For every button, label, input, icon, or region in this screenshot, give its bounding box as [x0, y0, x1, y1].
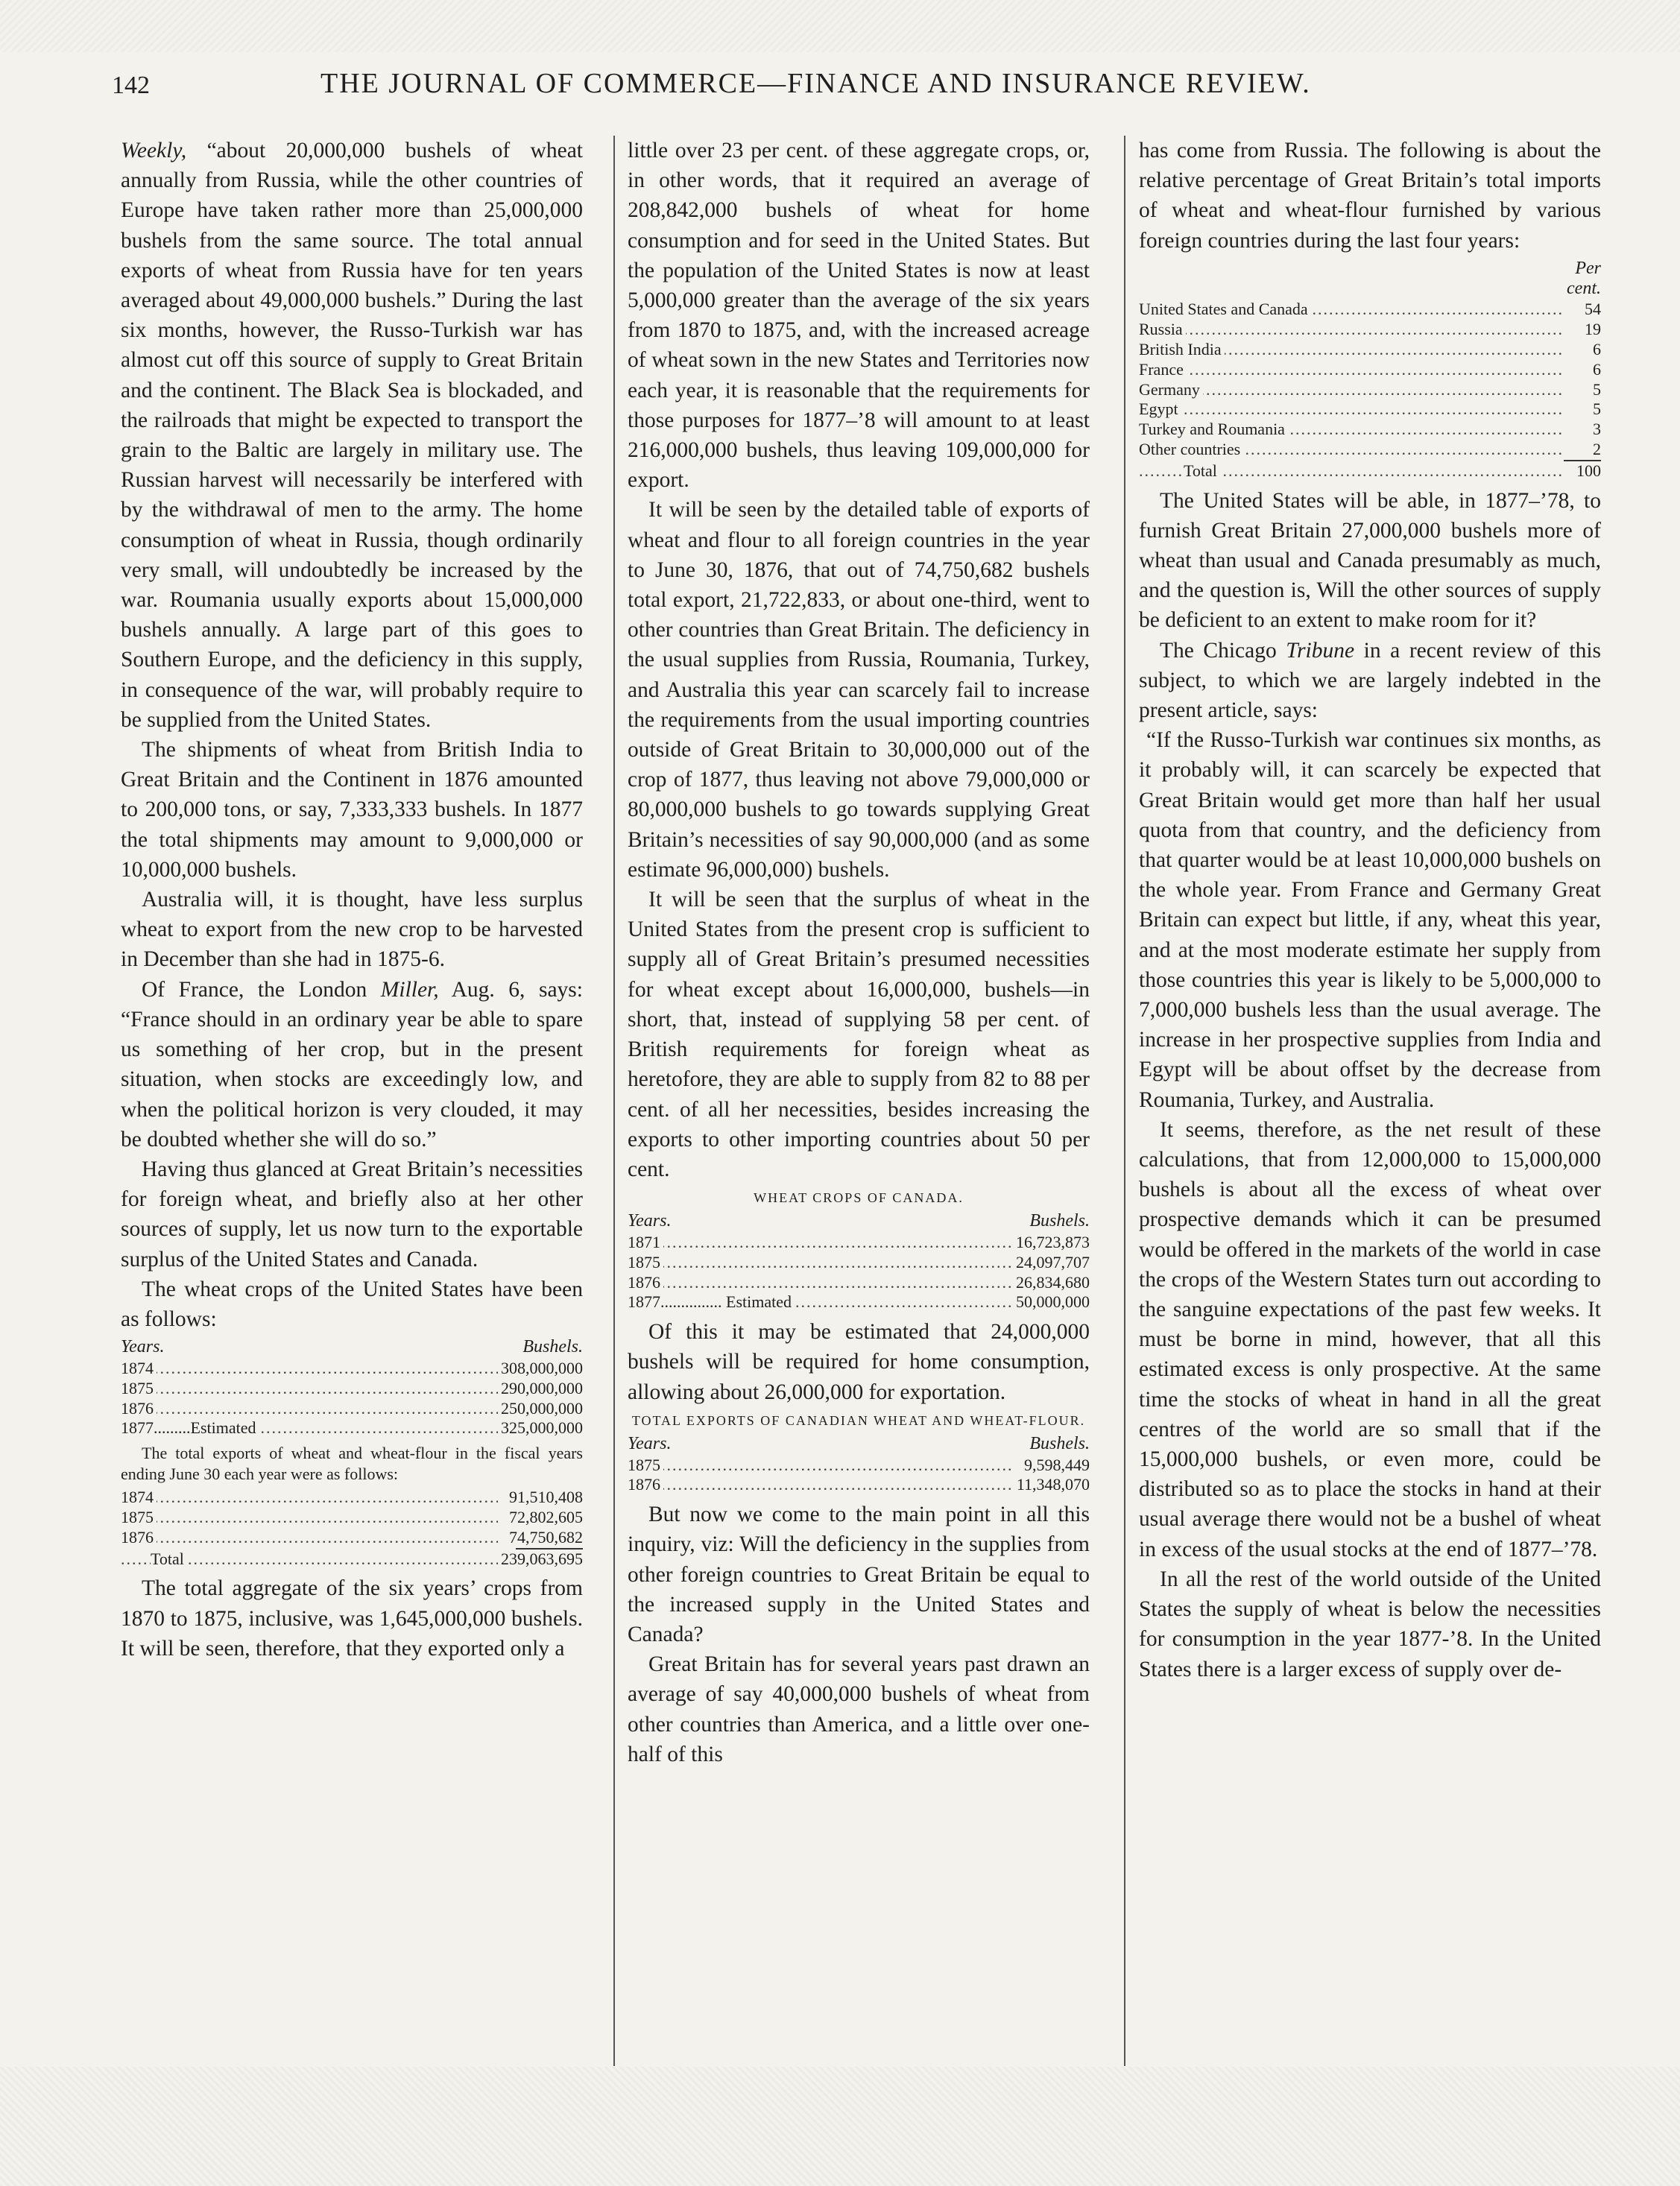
table-header-years: Years. — [628, 1433, 672, 1453]
table-row — [121, 1359, 583, 1379]
paragraph — [1139, 636, 1601, 726]
paragraph-text: “about 20,000,000 bushels of wheat annually from Russia, while the other countries of Europe have taken rather more than 25,000,000 bushels from the same source. The total annual exports of wheat from Russia have for ten years averaged about 49,000,000 bushels.” During the last six months, however, the Russo-Turkish war has almost cut off this source of supply to Great Britain and the continent. The Black Sea is blockaded, and the railroads that might be expected to transport the grain to the Baltic are largely in military use. The Russian harvest will necessarily be interfered with by the withdrawal of men to the army. The home consumption of wheat in Russia, though ordinarily very small, will undoubtedly be increased by the war. Roumania usually exports about 15,000,000 bushels annually. A large part of this goes to Southern Europe, and the deficiency in this supply, in consequence of the war, will probably require to be supplied from the United States. — [121, 139, 583, 732]
row-label: Germany — [1139, 380, 1203, 399]
table-row — [121, 1508, 583, 1528]
row-label: 1875 — [628, 1456, 663, 1474]
table-row — [628, 1253, 1090, 1273]
row-label: 1874 — [121, 1488, 157, 1506]
table-row — [1139, 440, 1601, 460]
row-value: 5 — [1593, 399, 1601, 419]
row-value: 50,000,000 — [1016, 1292, 1090, 1312]
row-label: 1876 — [121, 1528, 157, 1547]
table-row — [1139, 380, 1601, 400]
row-value: 11,348,070 — [1016, 1475, 1090, 1494]
journal-title: THE JOURNAL OF COMMERCE—FINANCE AND INSURANCE REVIEW. — [320, 68, 1311, 99]
total-label: Total — [151, 1550, 187, 1568]
table-row — [1139, 420, 1601, 440]
row-label: 1876 — [121, 1399, 157, 1418]
row-label: France — [1139, 360, 1187, 379]
canada-crops-table — [628, 1211, 1090, 1312]
emphasis: Weekly, — [121, 139, 187, 162]
row-value: 3 — [1593, 420, 1601, 439]
row-value: 5 — [1593, 379, 1601, 399]
table-row — [628, 1292, 1090, 1312]
table-row — [628, 1273, 1090, 1293]
table-header-bushels: Bushels. — [522, 1337, 583, 1357]
row-label: Russia — [1139, 320, 1186, 338]
table-caption: TOTAL EXPORTS OF CANADIAN WHEAT AND WHEAT-FLOUR. — [631, 1412, 1086, 1428]
page-header — [112, 67, 1588, 112]
paragraph: The shipments of wheat from British India to Great Britain and the Continent in 1876 amounted to 200,000 tons, or say, 7,333,333 bushels. In 1877 the total shipments may amount to 9,000,000 or 10,000,000 bushels. — [121, 738, 583, 882]
paragraph: Australia will, it is thought, have less surplus wheat to export from the new crop to be harvested in December than she had in 1875-6. — [121, 888, 583, 972]
row-label: 1877.........Estimated — [121, 1418, 259, 1437]
emphasis: Tribune — [1286, 638, 1355, 663]
table-row — [628, 1475, 1090, 1495]
paper-texture-bottom — [0, 2067, 1680, 2186]
table-row — [1139, 340, 1601, 360]
row-value: 26,834,680 — [1016, 1272, 1090, 1292]
total-label: Total — [1184, 461, 1220, 480]
row-value: 250,000,000 — [501, 1398, 583, 1418]
paragraph: It will be seen by the detailed table of exports of wheat and flour to all foreign countries in the year to June 30, 1876, that out of 74,750,682 bushels total export, 21,722,833, or about one-third, went to other countries than Great Britain. The deficiency in the usual supplies from Russia, Roumania, Turkey, and Australia this year can scarcely fail to increase the requirements from the usual importing countries outside of Great Britain to 30,000,000 out of the crop of 1877, thus leaving not above 79,000,000 or 80,000,000 bushels to go towards supplying Great Britain’s necessities of say 90,000,000 (and as some estimate 96,000,000) bushels. — [628, 498, 1090, 882]
table-row — [121, 1528, 583, 1548]
table-row — [1139, 300, 1601, 320]
row-value: 9,598,449 — [1024, 1455, 1090, 1474]
row-label: Other countries — [1139, 440, 1243, 458]
emphasis: Miller, — [380, 977, 439, 1002]
paragraph: But now we come to the main point in all this inquiry, viz: Will the deficiency in the supplies from other foreign countries to Great Britain be equal to the increased supply in the United States and Canada? — [628, 1503, 1090, 1646]
table-header-bushels: Bushels. — [1029, 1211, 1090, 1231]
table-row — [1139, 320, 1601, 340]
column-2 — [628, 136, 1090, 2066]
paragraph: It seems, therefore, as the net result of these calculations, that from 12,000,000 to 15,000,000 bushels is about all the excess of wheat over prospective demands which it can be presumed would be offered in the markets of the world in case the crops of the Western States turn out according to the sanguine expectations of the past few weeks. It must be borne in mind, however, that all this estimated excess is only prospective. At the same time the stocks of wheat in hand in all the great centres of the world are so small that if the 15,000,000 bushels, or even more, could be distributed so as to place the stocks in hand at their usual average there would not be a bushel of wheat in excess of the usual stocks at the end of 1877–’78. — [1139, 1117, 1601, 1561]
row-value: 91,510,408 — [509, 1488, 583, 1507]
table-row — [1139, 399, 1601, 420]
table-header-bushels: Bushels. — [1029, 1433, 1090, 1453]
row-value: 6 — [1593, 359, 1601, 379]
column-rule-2 — [1124, 136, 1125, 2066]
row-value: 308,000,000 — [501, 1358, 583, 1377]
canada-exports-table — [628, 1434, 1090, 1495]
paragraph: The wheat crops of the United States have been as follows: — [121, 1277, 583, 1331]
row-label: 1875 — [121, 1508, 157, 1526]
page-number: 142 — [112, 72, 150, 99]
row-label: Turkey and Roumania — [1139, 420, 1288, 438]
import-percentage-table — [1139, 259, 1601, 481]
paragraph: Of this it may be estimated that 24,000,000 bushels will be required for home consumption, allowing about 26,000,000 for exportation. — [628, 1320, 1090, 1404]
paragraph — [121, 975, 583, 1154]
table-row — [121, 1488, 583, 1508]
column-3 — [1139, 136, 1601, 2066]
paragraph: The total aggregate of the six years’ crops from 1870 to 1875, inclusive, was 1,645,000,000 bushels. It will be seen, therefore, that they exported only a — [121, 1576, 583, 1661]
row-value: 54 — [1585, 300, 1601, 319]
paragraph: Great Britain has for several years past drawn an average of say 40,000,000 bushels of wheat from other countries than America, and a little over one-half of this — [628, 1652, 1090, 1766]
paragraph: little over 23 per cent. of these aggregate crops, or, in other words, that it required an average of 208,842,000 bushels of wheat for home consumption and for seed in the United States. But the population of the United States is now at least 5,000,000 greater than the average of the six years from 1870 to 1875, and, with the increased acreage of wheat sown in the new States and Territories now each year, it is reasonable that the requirements for those purposes for 1877–’8 will amount to at least 216,000,000 bushels, thus leaving 109,000,000 for export. — [628, 139, 1090, 493]
table-header-years: Years. — [628, 1211, 672, 1231]
row-value: 74,750,682 — [509, 1527, 583, 1547]
table-row — [1139, 360, 1601, 380]
row-label: 1875 — [628, 1253, 663, 1272]
us-wheat-crops-table — [121, 1337, 583, 1438]
row-value: 325,000,000 — [501, 1418, 583, 1438]
paragraph-text: Of France, the London — [142, 977, 381, 1002]
row-label: 1874 — [121, 1359, 157, 1377]
paragraph: The total exports of wheat and wheat-flour in the fiscal years ending June 30 each year were as follows: — [121, 1444, 583, 1484]
table-row — [628, 1456, 1090, 1476]
row-value: 19 — [1585, 320, 1601, 339]
row-label: British India — [1139, 340, 1225, 358]
paragraph: Having thus glanced at Great Britain’s necessities for foreign wheat, and briefly also at her other sources of supply, let us now turn to the exportable surplus of the United States and Canada. — [121, 1157, 583, 1272]
row-label: 1875 — [121, 1379, 157, 1397]
total-value: 239,063,695 — [501, 1549, 583, 1568]
table-total-row — [1139, 461, 1601, 481]
row-value: 24,097,707 — [1016, 1252, 1090, 1272]
table-total-row — [121, 1550, 583, 1570]
table-row — [121, 1418, 583, 1438]
table-caption: WHEAT CROPS OF CANADA. — [754, 1190, 964, 1206]
paper-texture-top — [0, 0, 1680, 52]
row-value: 2 — [1593, 439, 1601, 458]
column-1 — [121, 136, 583, 2066]
table-row — [121, 1399, 583, 1419]
table-row — [628, 1233, 1090, 1253]
row-label: 1876 — [628, 1475, 663, 1494]
paragraph: It will be seen that the surplus of wheat in the United States from the present crop is sufficient to supply all of Great Britain’s presumed necessities for wheat except about 16,000,000, bushels—in short, that, instead of supplying 58 per cent. of British requirements for foreign wheat as heretofore, they are able to supply from 82 to 88 per cent. of all her necessities, besides increasing the exports to other importing countries about 50 per cent. — [628, 888, 1090, 1181]
table-header-percent: Per cent. — [1567, 258, 1601, 298]
paragraph: The United States will be able, in 1877–’78, to furnish Great Britain 27,000,000 bushels more of wheat than usual and Canada presumably as much, and the question is, Will the other sources of supply be deficient to an extent to make room for it? — [1139, 488, 1601, 633]
paragraph — [121, 136, 583, 735]
row-label: Egypt — [1139, 399, 1181, 418]
table-row — [121, 1379, 583, 1399]
us-exports-table — [121, 1488, 583, 1569]
paragraph-text: in a recent review of this subject, to which we are largely indebted in the present article, says: — [1139, 638, 1601, 722]
table-header-years: Years. — [121, 1337, 165, 1357]
column-rule-1 — [613, 136, 615, 2066]
total-value: 100 — [1576, 461, 1601, 480]
row-label: United States and Canada — [1139, 300, 1311, 318]
row-label: 1876 — [628, 1273, 663, 1292]
paragraph: has come from Russia. The following is about the relative percentage of Great Britain’s total imports of wheat and wheat-flour furnished by various foreign countries during the last four years: — [1139, 139, 1601, 253]
row-value: 16,723,873 — [1016, 1232, 1090, 1251]
row-value: 6 — [1593, 340, 1601, 358]
paragraph-text: Aug. 6, says: “France should in an ordinary year be able to spare us something of her crop, but in the present situation, when stocks are exceedingly low, and when the political horizon is very clouded, it may be doubted whether she will do so.” — [121, 977, 583, 1152]
quoted-paragraph: “If the Russo-Turkish war continues six months, as it probably will, it can scarcely be expected that Great Britain would get more than half her usual quota from that country, and the deficiency from that quarter would be at least 10,000,000 bushels on the whole year. From France and Germany Great Britain can expect but little, if any, wheat this year, and at the most moderate estimate her supply from those countries this year is likely to be 5,000,000 to 7,000,000 bushels less than the usual average. The increase in her prospective supplies from India and Egypt will be about offset by the decrease from Roumania, Turkey, and Australia. — [1139, 728, 1601, 1112]
row-label: 1871 — [628, 1233, 663, 1251]
paragraph: In all the rest of the world outside of the United States the supply of wheat is below the necessities for consumption in the year 1877-’8. In the United States there is a larger excess of supply over de- — [1139, 1567, 1601, 1681]
row-value: 290,000,000 — [501, 1378, 583, 1397]
row-value: 72,802,605 — [509, 1507, 583, 1526]
paragraph-text: The Chicago — [1160, 638, 1286, 663]
row-label: 1877............... Estimated — [628, 1292, 795, 1311]
